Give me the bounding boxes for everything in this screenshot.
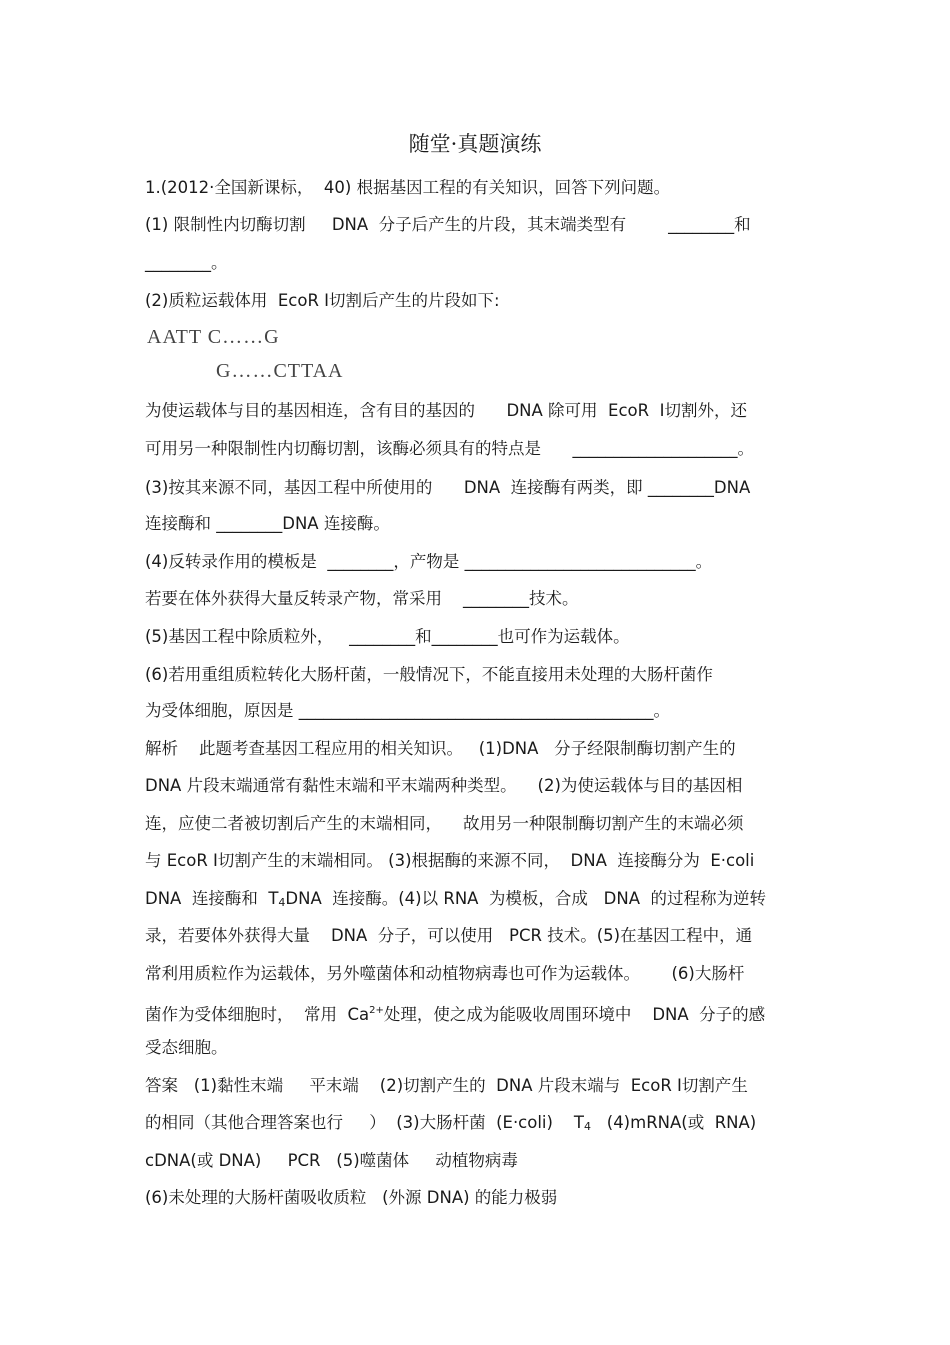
question-6-line-2: 为受体细胞，原因是 ___________________________________________。 — [145, 701, 670, 720]
question-3-line-2: 连接酶和 ________DNA 连接酶。 — [145, 514, 390, 533]
analysis-line-7: 常利用质粒作为运载体，另外噬菌体和动植物病毒也可作为运载体。 (6)大肠杆 — [145, 964, 745, 983]
question-4-line-2: 若要在体外获得大量反转录产物，常采用 ________技术。 — [145, 589, 579, 608]
answer-line-1: 答案 (1)黏性末端 平末端 (2)切割产生的 DNA 片段末端与 EcoR Ⅰ切割产生 — [145, 1076, 748, 1095]
question-4-line-1: (4)反转录作用的模板是 ________，产物是 ____________________________。 — [145, 552, 713, 571]
question-5-line: (5)基因工程中除质粒外， ________和________也可作为运载体。 — [145, 627, 630, 646]
sequence-top-strand: AATT C……G — [147, 326, 280, 348]
question-2-line-1: (2)质粒运载体用 EcoR Ⅰ切割后产生的片段如下: — [145, 291, 500, 310]
answer-line-2-head: 的相同（其他合理答案也行 ） (3)大肠杆菌 (E·coli) T — [145, 1113, 585, 1132]
answer-line-2-tail: (4)mRNA(或 RNA) — [591, 1113, 757, 1132]
question-intro: 1.(2012·全国新课标， 40) 根据基因工程的有关知识，回答下列问题。 — [145, 178, 671, 197]
answer-line-4: (6)未处理的大肠杆菌吸收质粒 (外源 DNA) 的能力极弱 — [145, 1188, 558, 1207]
analysis-line-8-head: 菌作为受体细胞时， 常用 Ca — [145, 1005, 370, 1024]
question-1-line-1: (1) 限制性内切酶切割 DNA 分子后产生的片段，其末端类型有 ________和 — [145, 215, 751, 234]
question-2-line-3: 可用另一种限制性内切酶切割，该酶必须具有的特点是 ____________________。 — [145, 439, 754, 458]
analysis-line-2: DNA 片段末端通常有黏性末端和平末端两种类型。 (2)为使运载体与目的基因相 — [145, 776, 743, 795]
page-title: 随堂·真题演练 — [408, 132, 542, 156]
analysis-line-3: 连，应使二者被切割后产生的末端相同， 故用另一种限制酶切割产生的末端必须 — [145, 814, 744, 833]
question-6-line-1: (6)若用重组质粒转化大肠杆菌，一般情况下，不能直接用未处理的大肠杆菌作 — [145, 665, 713, 684]
analysis-line-6: 录，若要体外获得大量 DNA 分子，可以使用 PCR 技术。(5)在基因工程中，通 — [145, 926, 753, 945]
answer-line-3: cDNA(或 DNA) PCR (5)噬菌体 动植物病毒 — [145, 1151, 518, 1170]
analysis-line-9: 受态细胞。 — [145, 1038, 228, 1057]
sequence-bottom-strand: G……CTTAA — [216, 360, 344, 382]
question-2-line-2: 为使运载体与目的基因相连，含有目的基因的 DNA 除可用 EcoR Ⅰ切割外，还 — [145, 401, 747, 420]
ion-charge: 2+ — [369, 1005, 384, 1016]
question-1-line-2: ________。 — [145, 253, 228, 272]
analysis-line-5 — [145, 888, 766, 914]
analysis-line-8-tail: 处理，使之成为能吸收周围环境中 DNA 分子的感 — [383, 1005, 766, 1024]
analysis-line-1: 解析 此题考查基因工程应用的相关知识。 (1)DNA 分子经限制酶切割产生的 — [145, 739, 736, 758]
analysis-line-5-head: DNA 连接酶和 T — [145, 889, 279, 908]
question-3-line-1: (3)按其来源不同，基因工程中所使用的 DNA 连接酶有两类，即 ________DNA — [145, 478, 751, 497]
analysis-line-5-tail: DNA 连接酶。(4)以 RNA 为模板，合成 DNA 的过程称为逆转 — [285, 889, 766, 908]
analysis-line-8 — [145, 1000, 765, 1026]
answer-line-2 — [145, 1112, 756, 1138]
subscript-4: 4 — [278, 896, 286, 909]
analysis-line-4: 与 EcoR Ⅰ切割产生的末端相同。 (3)根据酶的来源不同， DNA 连接酶分为 E·coli — [145, 851, 755, 870]
answer-subscript-4: 4 — [584, 1120, 592, 1133]
